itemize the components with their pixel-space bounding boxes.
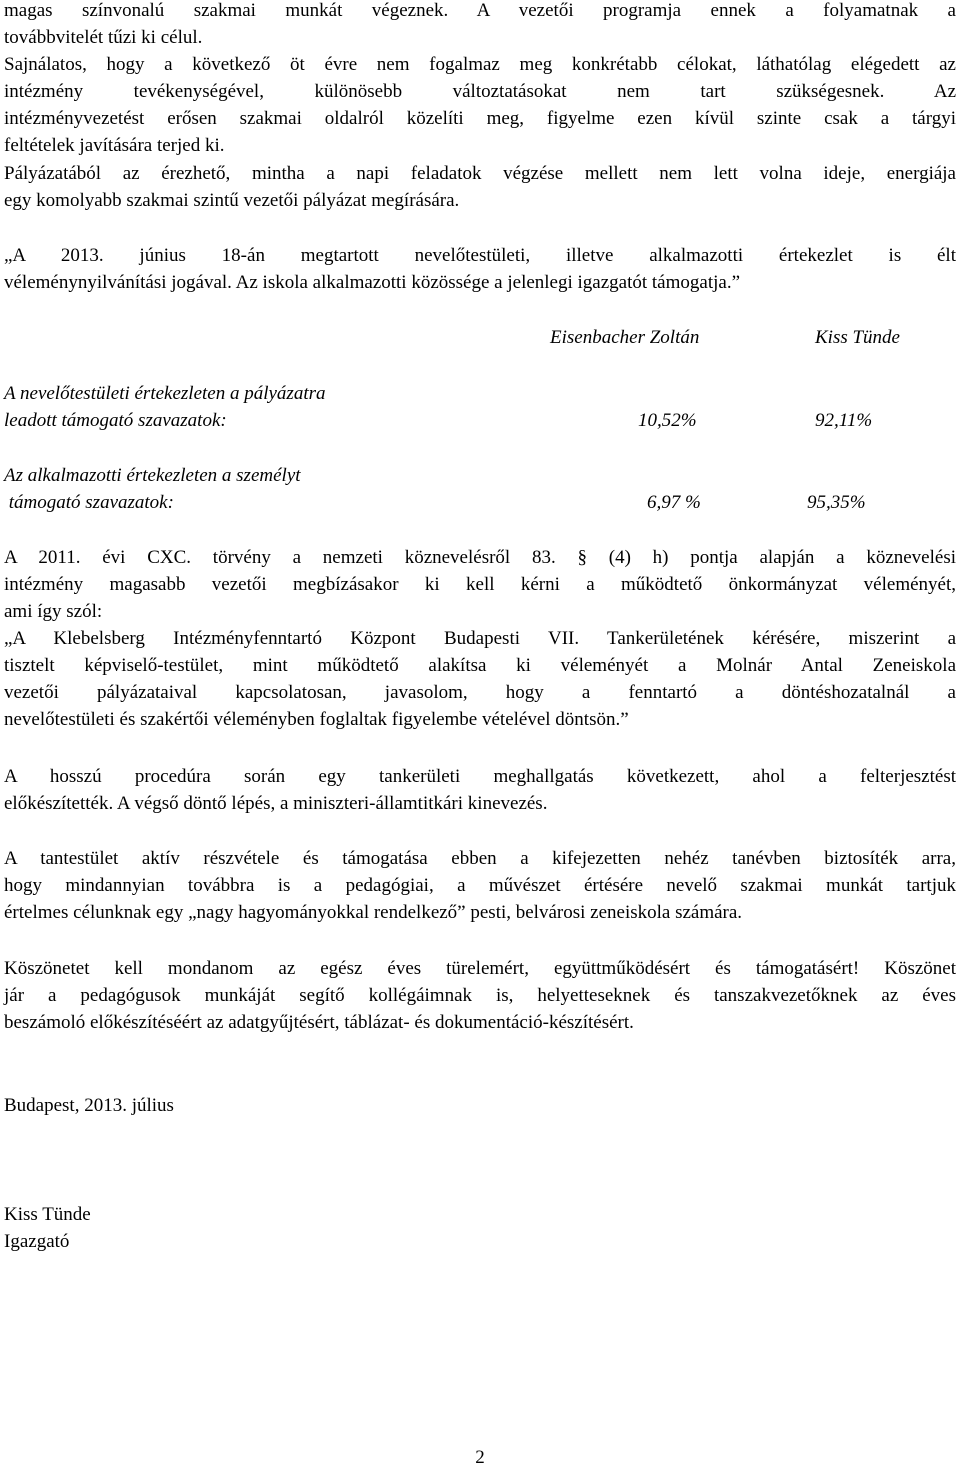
text-line: A tantestület aktív részvétele és támogatása ebben a kifejezetten nehéz tanévben biztosíték arra, — [4, 848, 956, 869]
place-date: Budapest, 2013. július — [4, 1095, 174, 1116]
vote-row-label: támogató szavazatok: — [4, 492, 174, 513]
text-line: Pályázatából az érezhető, mintha a napi feladatok végzése mellett nem lett volna ideje, energiája — [4, 163, 956, 184]
text-line: jár a pedagógusok munkáját segítő kollégáimnak is, helyetteseknek és tanszakvezetőknek az éves — [4, 985, 956, 1006]
procedure-paragraph — [4, 763, 956, 817]
meeting-quote-paragraph — [4, 242, 956, 296]
vote-row-label: leadott támogató szavazatok: — [4, 410, 227, 431]
page-number: 2 — [475, 1447, 485, 1468]
text-line: „A Klebelsberg Intézményfenntartó Központ Budapesti VII. Tankerületének kérésére, miszerint a — [4, 628, 956, 649]
text-line: intézmény magasabb vezetői megbízásakor ki kell kérni a működtető önkormányzat véleményét, — [4, 574, 956, 595]
text-line: értelmes célunknak egy „nagy hagyományokkal rendelkező” pesti, belvárosi zeneiskola számára. — [4, 902, 743, 923]
vote-row-label: Az alkalmazotti értekezleten a személyt — [4, 465, 301, 486]
intro-paragraph — [4, 0, 956, 51]
vote-value: 95,35% — [807, 492, 866, 513]
assessment-paragraph — [4, 51, 956, 159]
vote-value: 6,97 % — [647, 492, 701, 513]
staff-paragraph — [4, 845, 956, 926]
text-line: „A 2013. június 18-án megtartott nevelőtestületi, illetve alkalmazotti értekezlet is élt — [4, 245, 956, 266]
text-line: ami így szól: — [4, 601, 103, 622]
text-line: Sajnálatos, hogy a következő öt évre nem fogalmaz meg konkrétabb célokat, láthatólag elégedett az — [4, 54, 956, 75]
text-line: továbbvitelét tűzi ki célul. — [4, 27, 203, 48]
signatory-name: Kiss Tünde — [4, 1204, 91, 1225]
text-line: A hosszú procedúra során egy tankerületi meghallgatás következett, ahol a felterjesztést — [4, 766, 956, 787]
text-line: előkészítették. A végső döntő lépés, a miniszteri-államtitkári kinevezés. — [4, 793, 548, 814]
text-line: tisztelt képviselő-testület, mint működtető alakítsa ki véleményét a Molnár Antal Zeneiskola — [4, 655, 956, 676]
signatory-title: Igazgató — [4, 1231, 70, 1252]
vote-row-label: A nevelőtestületi értekezleten a pályázatra — [4, 383, 326, 404]
vote-value: 10,52% — [638, 410, 697, 431]
text-line: intézményvezetést erősen szakmai oldalról közelíti meg, figyelme ezen kívül szinte csak a tárgyi — [4, 108, 956, 129]
thanks-paragraph — [4, 955, 956, 1036]
vote-value: 92,11% — [815, 410, 873, 431]
candidate-name: Eisenbacher Zoltán — [550, 327, 700, 348]
law-paragraph — [4, 544, 956, 733]
application-paragraph — [4, 160, 956, 214]
text-line: magas színvonalú szakmai munkát végeznek. A vezetői programja ennek a folyamatnak a — [4, 0, 956, 21]
text-line: A 2011. évi CXC. törvény a nemzeti köznevelésről 83. § (4) h) pontja alapján a köznevelési — [4, 547, 956, 568]
text-line: egy komolyabb szakmai szintű vezetői pályázat megírására. — [4, 190, 460, 211]
text-line: hogy mindannyian továbbra is a pedagógiai, a művészet értésére nevelő szakmai munkát tartjuk — [4, 875, 956, 896]
text-line: vezetői pályázataival kapcsolatosan, javasolom, hogy a fenntartó a döntéshozatalnál a — [4, 682, 956, 703]
candidate-name: Kiss Tünde — [815, 327, 900, 348]
text-line: intézmény tevékenységével, különösebb változtatásokat nem tart szükségesnek. Az — [4, 81, 956, 102]
text-line: véleménynyilvánítási jogával. Az iskola alkalmazotti közössége a jelenlegi igazgatót támogatja.” — [4, 272, 740, 293]
text-line: Köszönetet kell mondanom az egész éves türelemért, együttműködésért és támogatásért! Köszönet — [4, 958, 956, 979]
text-line: beszámoló előkészítéséért az adatgyűjtésért, táblázat- és dokumentáció-készítésért. — [4, 1012, 634, 1033]
text-line: nevelőtestületi és szakértői véleményben foglaltak figyelembe vételével döntsön.” — [4, 709, 629, 730]
text-line: feltételek javítására terjed ki. — [4, 135, 225, 156]
